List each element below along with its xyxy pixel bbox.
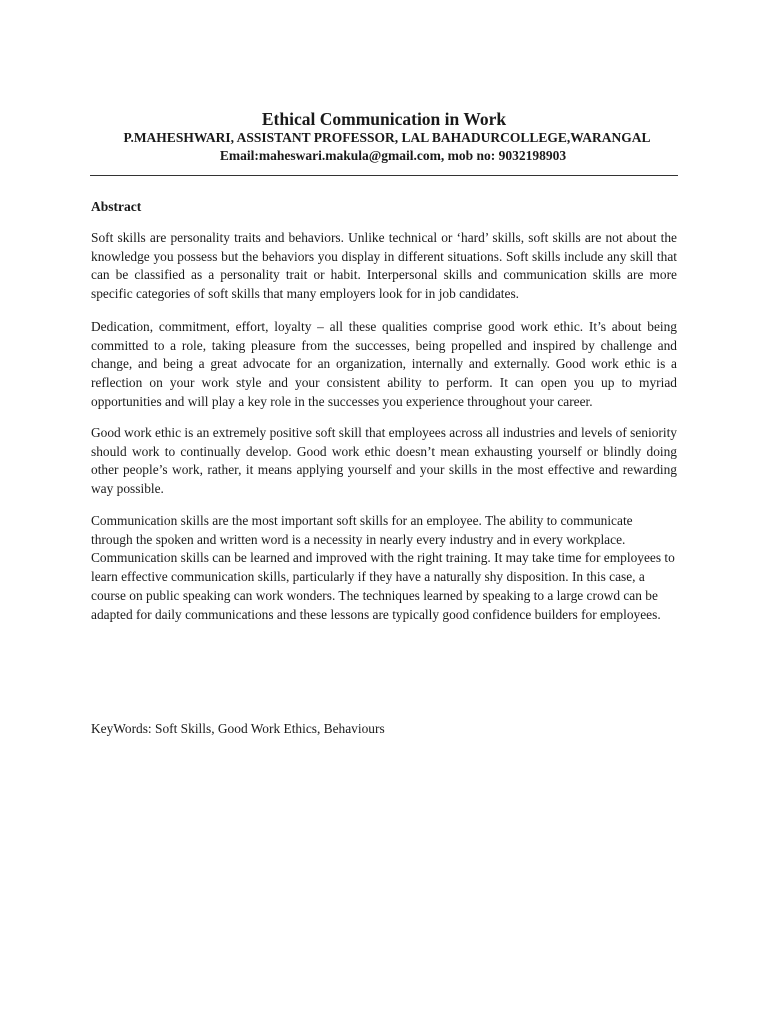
abstract-heading: Abstract xyxy=(91,199,142,214)
abstract-paragraph-4: Communication skills are the most important soft skills for an employee. The ability to communicate through the spoken and written word is a necessity in nearly every industry and in every workplace. Communication skills can be learned and improved with the right training. It may take time for employees to learn effective communication skills, particularly if they have a naturally shy disposition. In this case, a course on public speaking can work wonders. The techniques learned by speaking to a large crowd can be adapted for daily communications and these lessons are typically good confidence builders for employees. xyxy=(91,513,675,622)
document-title: Ethical Communication in Work xyxy=(261,109,507,129)
contact-line: Email:maheswari.makula@gmail.com, mob no: 9032198903 xyxy=(219,148,567,163)
keywords-line: KeyWords: Soft Skills, Good Work Ethics, Behaviours xyxy=(91,721,385,736)
abstract-paragraph-1: Soft skills are personality traits and behaviors. Unlike technical or ‘hard’ skills, soft skills are not about the knowledge you possess but the behaviors you display in different situations. Soft skills include any skill that can be classified as a personality trait or habit. Interpersonal skills and communication skills are more specific categories of soft skills that many employers look for in job candidates. xyxy=(91,230,677,302)
abstract-paragraph-2: Dedication, commitment, effort, loyalty – all these qualities comprise good work ethic. It’s about being committed to a role, taking pleasure from the successes, being propelled and inspired by challenge and change, and being a great advocate for an organization, internally and externally. Good work ethic is a reflection on your work style and your consistent ability to perform. It can open you up to myriad opportunities and will play a key role in the successes you experience throughout your career. xyxy=(91,319,677,409)
header-divider xyxy=(90,175,678,176)
abstract-paragraph-3: Good work ethic is an extremely positive soft skill that employees across all industries and levels of seniority should work to continually develop. Good work ethic doesn’t mean exhausting yourself or blindly doing other people’s work, rather, it means applying yourself and your skills in the most effective and rewarding way possible. xyxy=(91,425,677,497)
author-line: P.MAHESHWARI, ASSISTANT PROFESSOR, LAL BAHADURCOLLEGE,WARANGAL xyxy=(123,130,651,145)
